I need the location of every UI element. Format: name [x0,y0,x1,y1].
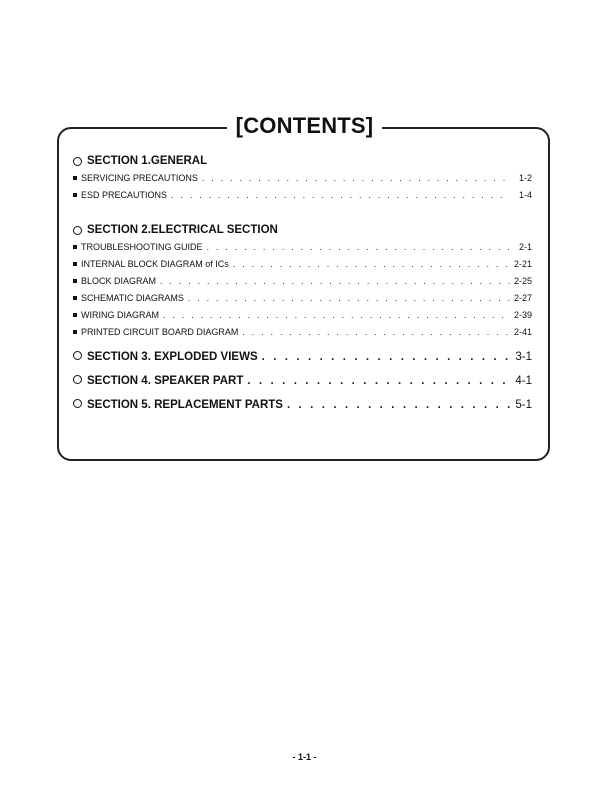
toc-major-label: SECTION 5. REPLACEMENT PARTS [87,399,283,411]
bullet-icon [73,193,77,197]
bullet-icon [73,330,77,334]
toc-entry[interactable] [72,307,532,324]
toc-major-page: 3-1 [515,351,532,363]
circle-icon [73,226,82,235]
section-heading-label: SECTION 1.GENERAL [87,155,208,167]
bullet-icon [73,262,77,266]
section-heading-label: SECTION 2.ELECTRICAL SECTION [87,224,278,236]
circle-icon [73,351,82,360]
toc-entry[interactable] [72,187,532,204]
dot-leader [207,239,510,256]
section-electrical [72,221,532,341]
contents-list [72,152,532,417]
toc-entry-label: WIRING DIAGRAM [81,310,159,320]
toc-entry-page: 2-25 [513,276,532,286]
toc-entry-label: SERVICING PRECAUTIONS [81,173,198,183]
toc-major-label: SECTION 4. SPEAKER PART [87,375,244,387]
toc-entry-label: INTERNAL BLOCK DIAGRAM of ICs [81,259,229,269]
section-general [72,152,532,204]
dot-leader [202,170,510,187]
toc-entry-page: 1-2 [518,173,532,183]
circle-icon [73,157,82,166]
toc-entry-page: 2-41 [513,327,532,337]
dot-leader [233,256,510,273]
page-title: [CONTENTS] [227,112,383,140]
dot-leader [188,290,510,307]
toc-entry[interactable] [72,256,532,273]
dot-leader [163,307,510,324]
dot-leader [171,187,510,204]
circle-icon [73,399,82,408]
dot-leader [242,324,510,341]
toc-entry[interactable] [72,170,532,187]
dot-leader [160,273,510,290]
toc-entry-label: TROUBLESHOOTING GUIDE [81,242,203,252]
toc-entry-page: 1-4 [518,190,532,200]
toc-entry[interactable] [72,273,532,290]
spacer [72,204,532,221]
dot-leader [247,369,510,393]
toc-entry[interactable] [72,290,532,307]
toc-major-entry[interactable] [72,369,532,393]
toc-entry-label: PRINTED CIRCUIT BOARD DIAGRAM [81,327,239,337]
toc-major-page: 4-1 [515,375,532,387]
toc-entry-label: SCHEMATIC DIAGRAMS [81,293,184,303]
toc-entry-page: 2-21 [513,259,532,269]
bullet-icon [73,313,77,317]
section-heading [72,152,532,170]
toc-major-page: 5-1 [515,399,532,411]
circle-icon [73,375,82,384]
toc-entry-page: 2-1 [518,242,532,252]
bullet-icon [73,176,77,180]
dot-leader [262,345,510,369]
toc-entry[interactable] [72,239,532,256]
bullet-icon [73,296,77,300]
toc-entry-label: ESD PRECAUTIONS [81,190,168,200]
page-number: - 1-1 - [292,752,317,762]
section-heading [72,221,532,239]
dot-leader [287,393,510,417]
toc-major-entry[interactable] [72,345,532,369]
toc-entry[interactable] [72,324,532,341]
toc-entry-page: 2-39 [513,310,532,320]
toc-major-label: SECTION 3. EXPLODED VIEWS [87,351,258,363]
toc-major-entry[interactable] [72,393,532,417]
toc-entry-label: BLOCK DIAGRAM [81,276,157,286]
bullet-icon [73,245,77,249]
bullet-icon [73,279,77,283]
title-wrap [0,112,609,140]
toc-entry-page: 2-27 [513,293,532,303]
